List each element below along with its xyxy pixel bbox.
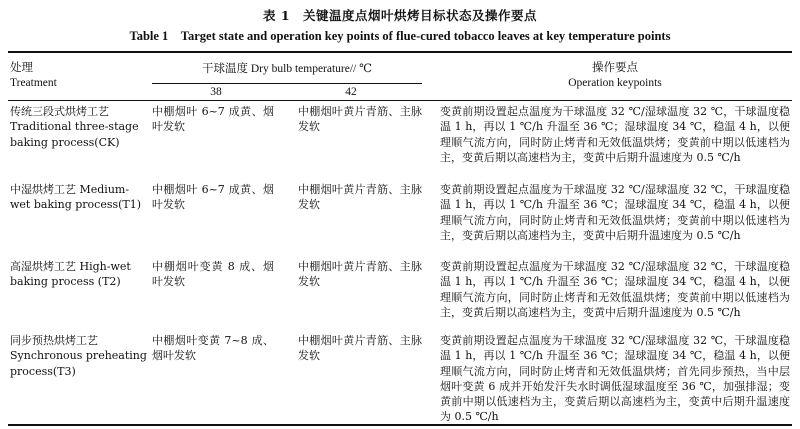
table-row-3-t42: 中棚烟叶黄片青筋、主脉发软 <box>298 260 422 289</box>
header-dry-bulb: 干球温度 Dry bulb temperature// ℃ <box>202 63 372 75</box>
table-row-4-t38: 中棚烟叶变黄 7~8 成、烟叶发软 <box>152 334 274 363</box>
header-keypoints-cn: 操作要点 <box>592 62 638 74</box>
table-row-1-t38: 中棚烟叶 6~7 成黄、烟叶发软 <box>152 105 274 134</box>
header-treatment-en: Treatment <box>10 77 57 89</box>
table-row-1-keypoints: 变黄前期设置起点温度为干球温度 32 ℃/湿球温度 32 ℃，干球温度稳温 1 h，再以 1 ℃/h 升温至 36 ℃；湿球温度 34 ℃，稳温 4 h，以便理顺气流方向，同时防止烤青和无效低温烘烤；变黄前中期以低速档为主，变黄后期以高速档为主，变黄中后期升温速度为 0.5 ℃/h <box>440 105 790 164</box>
table-row-2-t42: 中棚烟叶黄片青筋、主脉发软 <box>298 183 422 212</box>
table-title-en: Table 1 Target state and operation key points of flue-cured tobacco leaves at key temperature points <box>129 29 671 43</box>
table-row-2-keypoints: 变黄前期设置起点温度为干球温度 32 ℃/湿球温度 32 ℃，干球温度稳温 1 h，再以 1 ℃/h 升温至 36 ℃；湿球温度 34 ℃，稳温 4 h，以便理顺气流方向，同时防止烤青和无效低温烘烤；变黄前中期以低速档为主，变黄后期以高速档为主，变黄中后期升温速度为 0.5 ℃/h <box>440 183 790 242</box>
header-keypoints-en: Operation keypoints <box>568 77 662 89</box>
table-title-cn: 表 1 关键温度点烟叶烘烤目标状态及操作要点 <box>262 8 538 23</box>
header-rule <box>8 100 792 101</box>
table-row-4-treatment <box>10 333 152 379</box>
top-rule <box>8 51 792 53</box>
header-temp-38: 38 <box>210 86 222 98</box>
row-2-treatment-cn: 中湿烘烤工艺 Medium- <box>10 183 130 196</box>
table-row-1-t42: 中棚烟叶黄片青筋、主脉发软 <box>298 105 422 134</box>
row-3-treatment-en: baking process (T2) <box>10 275 121 289</box>
table-row-1-treatment <box>10 104 152 150</box>
row-1-treatment-en: Traditional three-stage baking process(CK) <box>10 120 139 149</box>
table-row-4-t42: 中棚烟叶黄片青筋、主脉发软 <box>298 334 422 363</box>
row-1-treatment-cn: 传统三段式烘烤工艺 <box>10 105 109 118</box>
row-2-treatment-en: wet baking process(T1) <box>10 198 142 212</box>
table-row-3-keypoints: 变黄前期设置起点温度为干球温度 32 ℃/湿球温度 32 ℃，干球温度稳温 1 h，再以 1 ℃/h 升温至 36 ℃；湿球温度 34 ℃，稳温 4 h，以便理顺气流方向，同时防止烤青和无效低温烘烤；变黄前中期以低速档为主，变黄后期以高速档为主，变黄中后期升温速度为 0.5 ℃/h <box>440 260 790 319</box>
row-3-treatment-cn: 高湿烘烤工艺 High-wet <box>10 260 131 273</box>
row-4-treatment-en: Synchronous preheating process(T3) <box>10 349 147 378</box>
header-temp-42: 42 <box>345 86 357 98</box>
table-row-3-treatment <box>10 259 152 290</box>
subheader-rule <box>152 83 422 84</box>
table-row-2-treatment <box>10 182 152 213</box>
header-treatment <box>10 61 150 91</box>
row-4-treatment-cn: 同步预热烘烤工艺 <box>10 334 98 347</box>
table-row-4-keypoints: 变黄前期设置起点温度为干球温度 32 ℃/湿球温度 32 ℃，干球温度稳温 1 h，再以 1 ℃/h 升温至 36 ℃；湿球温度 34 ℃，稳温 4 h，以便理顺气流方向，同时防止烤青和无效低温烘烤；首先同步预热，当中层烟叶变黄 6 成并开始发汗失水时调低湿球温度至 36 ℃，加强排湿；变黄前中期以低速档为主，变黄后期以高速档为主，变黄中后期升温速度为 0.5 ℃/h <box>440 334 790 424</box>
header-treatment-cn: 处理 <box>10 62 33 74</box>
header-keypoints <box>440 61 790 91</box>
table-row-2-t38: 中棚烟叶 6~7 成黄、烟叶发软 <box>152 183 274 212</box>
table-row-3-t38: 中棚烟叶变黄 8 成、烟叶发软 <box>152 260 274 289</box>
